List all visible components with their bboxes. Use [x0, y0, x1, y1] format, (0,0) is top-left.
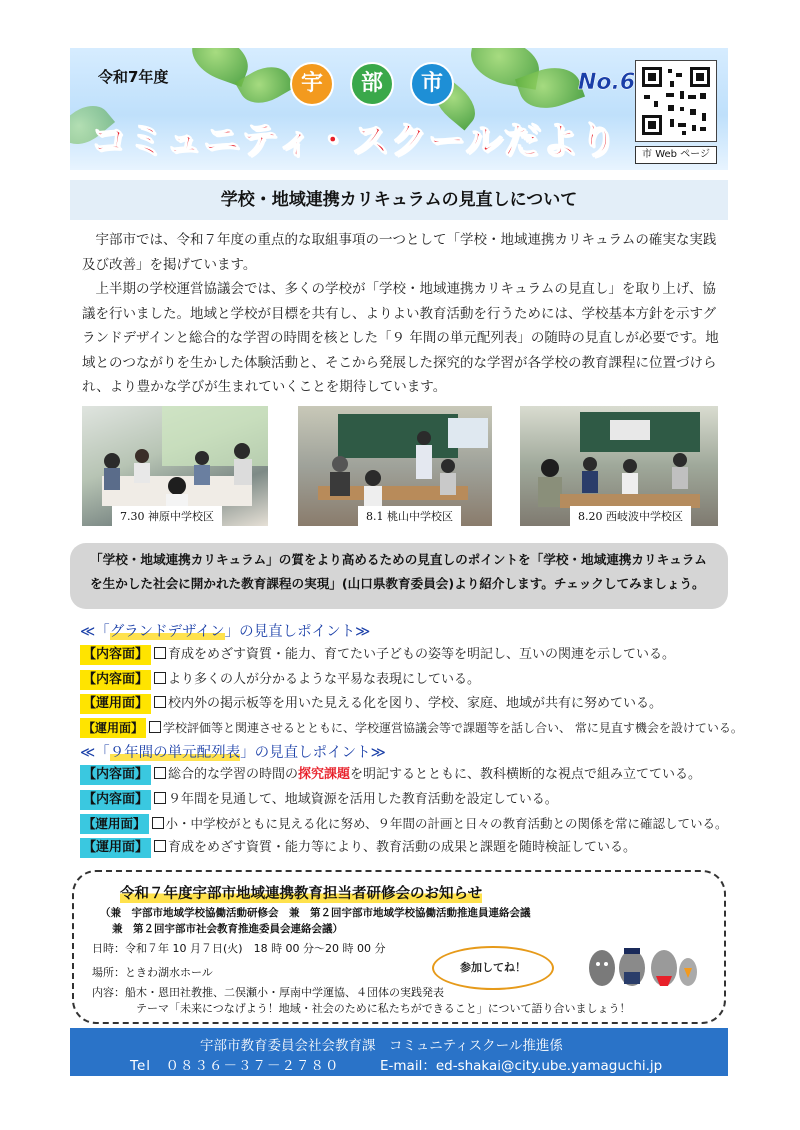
newsletter-title: コミュニティ・スクールだより	[90, 119, 618, 162]
checklist-item	[80, 694, 662, 714]
footer-contact	[70, 1028, 728, 1076]
checkbox-icon[interactable]	[149, 721, 161, 733]
operation-tag: 【運用面】	[80, 838, 151, 858]
callout-line: 「学校・地域連携カリキュラム」の質をより高めるための見直しのポイントを「学校・地域連携カリキュラム	[90, 552, 707, 567]
mascot-characters-icon	[580, 938, 700, 990]
checklist-item	[80, 718, 743, 738]
checkbox-icon[interactable]	[154, 672, 166, 684]
city-char-1: 宇	[290, 62, 334, 106]
footer-telephone: Tel ０８３６－３７－２７８０	[130, 1058, 340, 1074]
heading-prefix: ≪「	[80, 624, 110, 640]
footer-organization: 宇部市教育委員会社会教育課 コミュニティスクール推進係	[200, 1038, 563, 1054]
city-name	[280, 48, 480, 108]
event-content: 内容：船木・恩田社教推、二俣瀬小・厚南中学運協、４団体の実践発表	[92, 986, 444, 999]
section-title: 学校・地域連携カリキュラムの見直しについて	[70, 180, 728, 220]
body-paragraph: 上半期の学校運営協議会では、多くの学校が「学校・地域連携カリキュラムの見直し」を取り上げ、協議を行いました。地域と学校が目標を共有し、よりよい教育活動を行うためには、学校基本方針を示すグランドデザインと総合的な学習の時間を核とした「９ 年間の単元配列表」の随時の見直しが必要です。地域とのつながりを生かした体験活動と、そこから発展した探究的な学習が各学校の教育課程に位置づけられ、より豊かな学びが生まれていくことを期待しています。	[82, 281, 719, 395]
checklist-item	[80, 814, 728, 834]
checklist-text: 小・中学校がともに見える化に努め、９年間の計画と日々の教育活動との関係を常に確認している。	[165, 816, 728, 831]
event-date: 日時：令和７年 10 月７日(火) 18 時 00 分～20 時 00 分	[92, 942, 386, 955]
checkbox-icon[interactable]	[154, 840, 166, 852]
checklist-item	[80, 838, 636, 858]
content-tag: 【内容面】	[80, 670, 151, 690]
join-us-bubble: 参加してね！	[432, 946, 554, 990]
heading-prefix: ≪「	[80, 745, 110, 761]
checkbox-icon[interactable]	[152, 817, 164, 829]
workshop-photo	[520, 406, 718, 526]
photo-caption: 8.1 桃山中学校区	[358, 506, 461, 526]
content-tag: 【内容面】	[80, 790, 151, 810]
callout-line: を生かした社会に開かれた教育課程の実現」(山口県教育委員会)より紹介します。チェックしてみましょう。	[90, 576, 705, 591]
checklist-text: 総合的な学習の時間の	[168, 767, 299, 782]
heading-main: ９年間の単元配列表	[109, 745, 241, 761]
intro-paragraph: 宇部市では、令和７年度の重点的な取組事項の一つとして「学校・地域連携カリキュラムの確実な実践及び改善」を掲げています。	[82, 232, 717, 273]
callout-text	[90, 548, 720, 596]
operation-tag: 【運用面】	[80, 694, 151, 714]
qr-code-icon[interactable]	[635, 60, 717, 142]
city-char-2: 部	[350, 62, 394, 106]
content-tag: 【内容面】	[80, 645, 151, 665]
checklist-item	[80, 790, 558, 810]
checklist-text: 学校評価等と関連させるとともに、学校運営協議会等で課題等を話し合い、 常に見直す機会を設けている。	[163, 721, 743, 735]
checklist-item	[80, 645, 675, 665]
checklist-text: 育成をめざす資質・能力等により、教育活動の成果と課題を随時検証している。	[168, 840, 637, 855]
checkbox-icon[interactable]	[154, 767, 166, 779]
event-subtitle: 兼 第２回宇部市社会教育推進委員会連絡会議）	[112, 923, 343, 935]
inquiry-theme-highlight: 探究課題	[298, 767, 351, 782]
operation-tag: 【運用面】	[80, 814, 149, 834]
qr-web-page-label: 市 Web ページ	[635, 146, 717, 164]
nine-year-heading	[80, 741, 386, 762]
checklist-text: より多くの人が分かるような平易な表現にしている。	[168, 672, 481, 687]
content-tag: 【内容面】	[80, 765, 151, 785]
operation-tag: 【運用面】	[80, 718, 146, 738]
checklist-text: ９年間を見通して、地域資源を活用した教育活動を設定している。	[168, 792, 558, 807]
checklist-text: を明記するとともに、教科横断的な視点で組み立てている。	[350, 767, 702, 782]
checklist-item	[80, 765, 701, 785]
heading-suffix: 」の見直しポイント≫	[224, 624, 371, 640]
footer-email[interactable]: E-mail：ed-shakai@city.ube.yamaguchi.jp	[380, 1058, 663, 1074]
checkbox-icon[interactable]	[154, 696, 166, 708]
event-theme: テーマ「未来につなげよう！地域・社会のために私たちができること」について語り合いましょう！	[136, 1002, 631, 1015]
meeting-photo	[82, 406, 268, 526]
event-title: 令和７年度宇部市地域連携教育担当者研修会のお知らせ	[120, 882, 482, 903]
classroom-photo	[298, 406, 492, 526]
header-banner	[70, 48, 728, 170]
issue-number: No.6	[578, 70, 636, 95]
fiscal-year: 令和7年度	[98, 68, 169, 86]
heading-main: グランドデザイン	[109, 624, 225, 640]
checkbox-icon[interactable]	[154, 792, 166, 804]
event-subtitle: （兼 宇部市地域学校協働活動研修会 兼 第２回宇部市地域学校協働活動推進員連絡会議	[100, 907, 531, 919]
event-place: 場所：ときわ湖水ホール	[92, 966, 213, 979]
checklist-item	[80, 670, 480, 690]
checklist-text: 校内外の掲示板等を用いた見える化を図り、学校、家庭、地域が共有に努めている。	[168, 696, 663, 711]
city-char-3: 市	[410, 62, 454, 106]
checklist-text: 育成をめざす資質・能力、育てたい子どもの姿等を明記し、互いの関連を示している。	[168, 647, 676, 662]
grand-design-heading	[80, 620, 370, 641]
photo-caption: 7.30 神原中学校区	[112, 506, 222, 526]
photo-caption: 8.20 西岐波中学校区	[570, 506, 691, 526]
checkbox-icon[interactable]	[154, 647, 166, 659]
heading-suffix: 」の見直しポイント≫	[240, 745, 386, 761]
